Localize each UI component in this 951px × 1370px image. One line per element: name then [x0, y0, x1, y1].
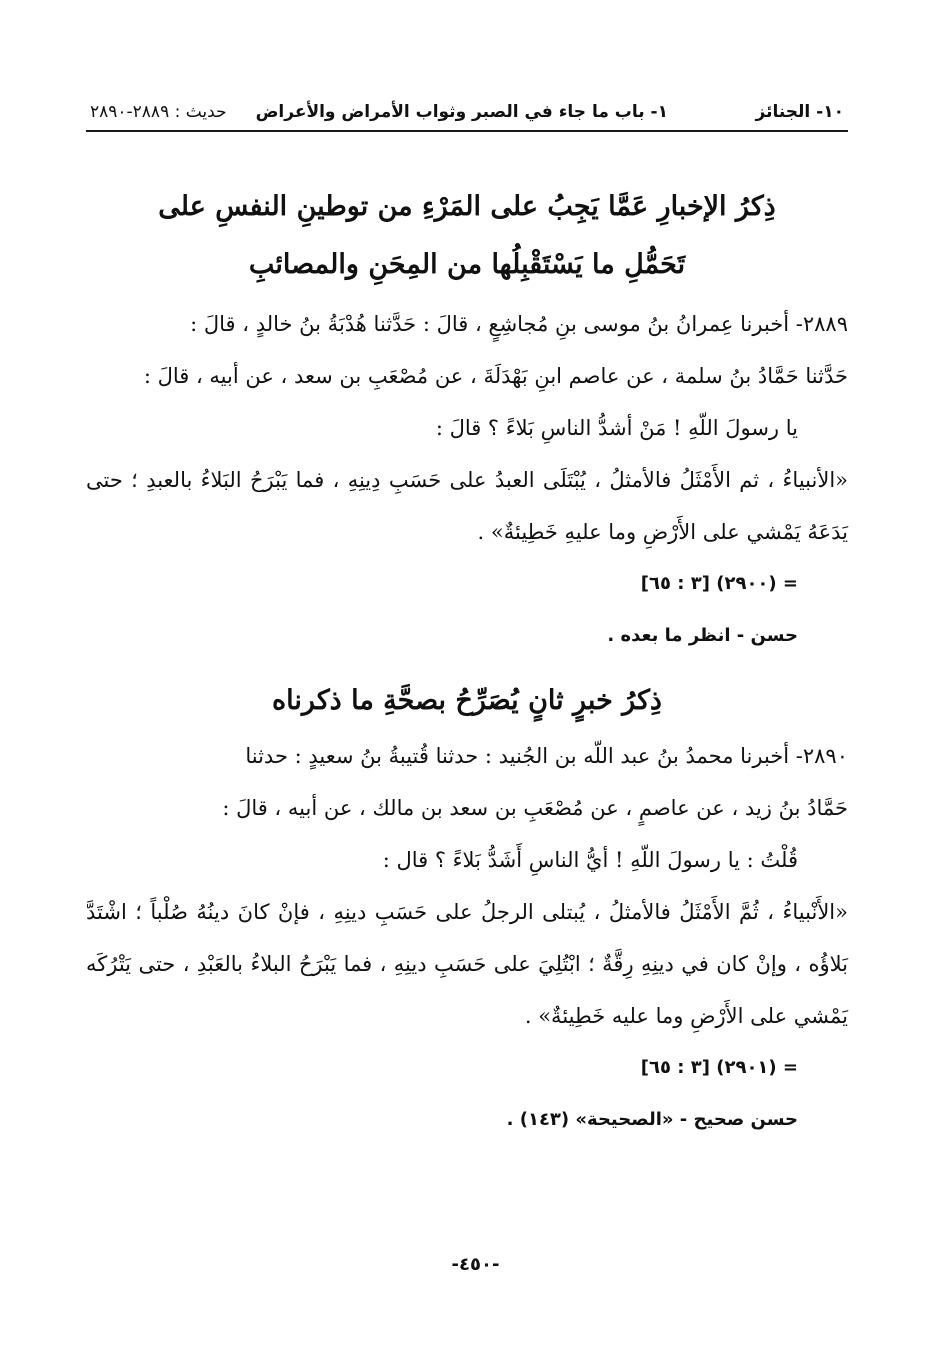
running-header [86, 98, 848, 132]
hadith-grade: حسن - انظر ما بعده . [607, 625, 798, 646]
isnad-line: ٢٨٨٩- أخبرنا عِمرانُ بنُ موسى بنِ مُجاشِعٍ ، قالَ : حَدَّثنا هُدْبَةُ بنُ خالدٍ ، قالَ : [190, 312, 848, 336]
header-hadith-range: حديث : ٢٨٨٩-٢٨٩٠ [90, 102, 227, 122]
heading-line: تَحَمُّلِ ما يَسْتَقْبِلُها من المِحَنِ والمصائبِ [248, 249, 686, 280]
isnad-line: حَدَّثنا حَمَّادُ بنُ سلمة ، عن عاصم ابنِ بَهْدَلَةَ ، عن مُصْعَبِ بن سعد ، عن أبيه ، قالَ : [143, 364, 848, 388]
question-text: قُلْتُ : يا رسولَ اللّهِ ! أيُّ الناسِ أَشَدُّ بَلاءً ؟ قال : [382, 848, 798, 872]
question-text: يا رسولَ اللّهِ ! مَنْ أشدُّ الناسِ بَلاءً ؟ قالَ : [435, 416, 798, 440]
matn-text: «الأنبياءُ ، ثم الأَمْثَلُ فالأمثلُ ، يُبْتَلَى العبدُ على حَسَبِ دِينِهِ ، فما يَبْرَحُ البَلاءُ بالعبدِ ؛ حتى يَدَعَهُ يَمْشي على الأَرْضِ وما عليهِ خَطِيئةٌ» . [86, 468, 848, 544]
chapter-heading [86, 178, 848, 294]
isnad-line: ٢٨٩٠- أخبرنا محمدُ بنُ عبد اللّه بن الجُنيد : حدثنا قُتيبةُ بنُ سعيدٍ : حدثنا [245, 744, 848, 768]
header-chapter-title: ١٠- الجنائز [755, 102, 844, 122]
cross-reference: = (٢٩٠٠) [٣ : ٦٥] [640, 573, 798, 594]
heading-line: ذِكرُ خبرٍ ثانٍ يُصَرِّحُ بصحَّةِ ما ذكرناه [272, 685, 662, 716]
hadith-block-2889 [86, 178, 848, 662]
matn-text: «الأَنْبياءُ ، ثُمَّ الأَمْثَلُ فالأمثلُ ، يُبتلى الرجلُ على حَسَبِ دينِهِ ، فإنْ كانَ دينُهُ صُلْباً ؛ اشْتَدَّ بَلاؤُه ، وإنْ كان في دينِهِ رِقَّةٌ ؛ ابْتُلِيَ على حَسَبِ دينِهِ ، فما يَبْرَحُ البلاءُ بالعَبْدِ ، حتى يَتْرُكَه يَمْشي على الأَرْضِ وما عليه خَطِيئةٌ» . [86, 900, 848, 1028]
hadith-grade: حسن صحيح - «الصحيحة» (١٤٣) . [506, 1109, 798, 1130]
isnad-line: حَمَّادُ بنُ زيد ، عن عاصمٍ ، عن مُصْعَبِ بن سعد بن مالك ، عن أبيه ، قالَ : [222, 796, 848, 820]
cross-reference: = (٢٩٠١) [٣ : ٦٥] [640, 1057, 798, 1078]
page-content [86, 178, 848, 1146]
header-section-title: ١- باب ما جاء في الصبر وثواب الأمراض والأعراض [255, 102, 668, 122]
page-number: -٤٥٠- [451, 1254, 500, 1275]
chapter-heading [86, 672, 848, 730]
hadith-block-2890 [86, 672, 848, 1146]
heading-line: ذِكرُ الإخبارِ عَمَّا يَجِبُ على المَرْءِ من توطينِ النفسِ على [158, 191, 776, 222]
